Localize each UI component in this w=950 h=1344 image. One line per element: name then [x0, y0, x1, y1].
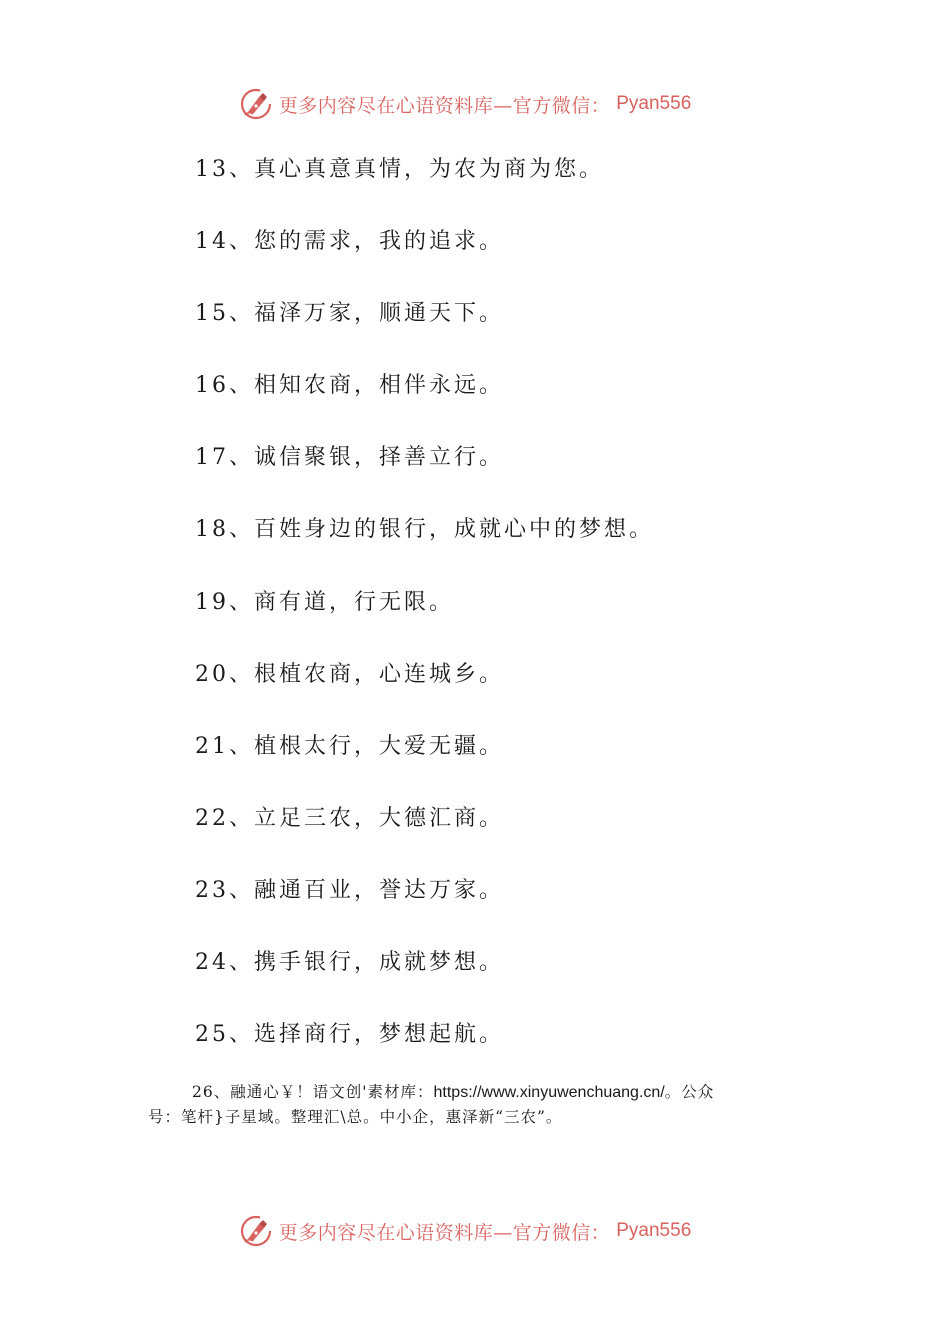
footnote-line-2: 号：笔杆}子星域。整理汇\总。中小企，惠泽新“三农”。: [148, 1108, 563, 1126]
source-url-link[interactable]: https://www.xinyuwenchuang.cn/: [433, 1084, 665, 1101]
list-item: 22、立足三农，大德汇商。: [195, 805, 504, 831]
list-item: 16、相知农商，相伴永远。: [195, 373, 504, 399]
list-item: 15、福泽万家，顺通天下。: [195, 301, 504, 327]
footnote-prefix: 26、融通心￥！语文创'素材库：: [192, 1083, 434, 1101]
list-item: 19、商有道，行无限。: [195, 589, 454, 615]
list-item: 25、选择商行，梦想起航。: [195, 1022, 504, 1048]
pen-nib-circle-icon: [239, 87, 273, 121]
list-item: 18、百姓身边的银行，成就心中的梦想。: [195, 517, 654, 543]
header-banner: [0, 84, 950, 124]
list-item: 23、融通百业，誉达万家。: [195, 877, 504, 903]
footnote-suffix: 。公众: [664, 1083, 715, 1101]
pen-nib-circle-icon: [239, 1214, 273, 1248]
list-item: 21、植根太行，大爱无疆。: [195, 733, 504, 759]
footnote: [148, 1080, 808, 1130]
list-item: 20、根植农商，心连城乡。: [195, 661, 504, 687]
footer-banner: [0, 1211, 950, 1251]
list-item: 13、真心真意真情，为农为商为您。: [195, 157, 604, 182]
footnote-line-1: [148, 1080, 808, 1105]
slogan-list: [195, 150, 654, 1087]
banner-wechat-id: Pyan556: [616, 1220, 692, 1241]
list-item: 17、诚信聚银，择善立行。: [195, 445, 504, 471]
banner-wechat-id: Pyan556: [616, 93, 692, 114]
banner-text: 更多内容尽在心语资料库—官方微信：: [278, 94, 611, 117]
list-item: 24、携手银行，成就梦想。: [195, 950, 504, 976]
list-item: 14、您的需求，我的追求。: [195, 229, 504, 255]
banner-text: 更多内容尽在心语资料库—官方微信：: [278, 1221, 611, 1244]
